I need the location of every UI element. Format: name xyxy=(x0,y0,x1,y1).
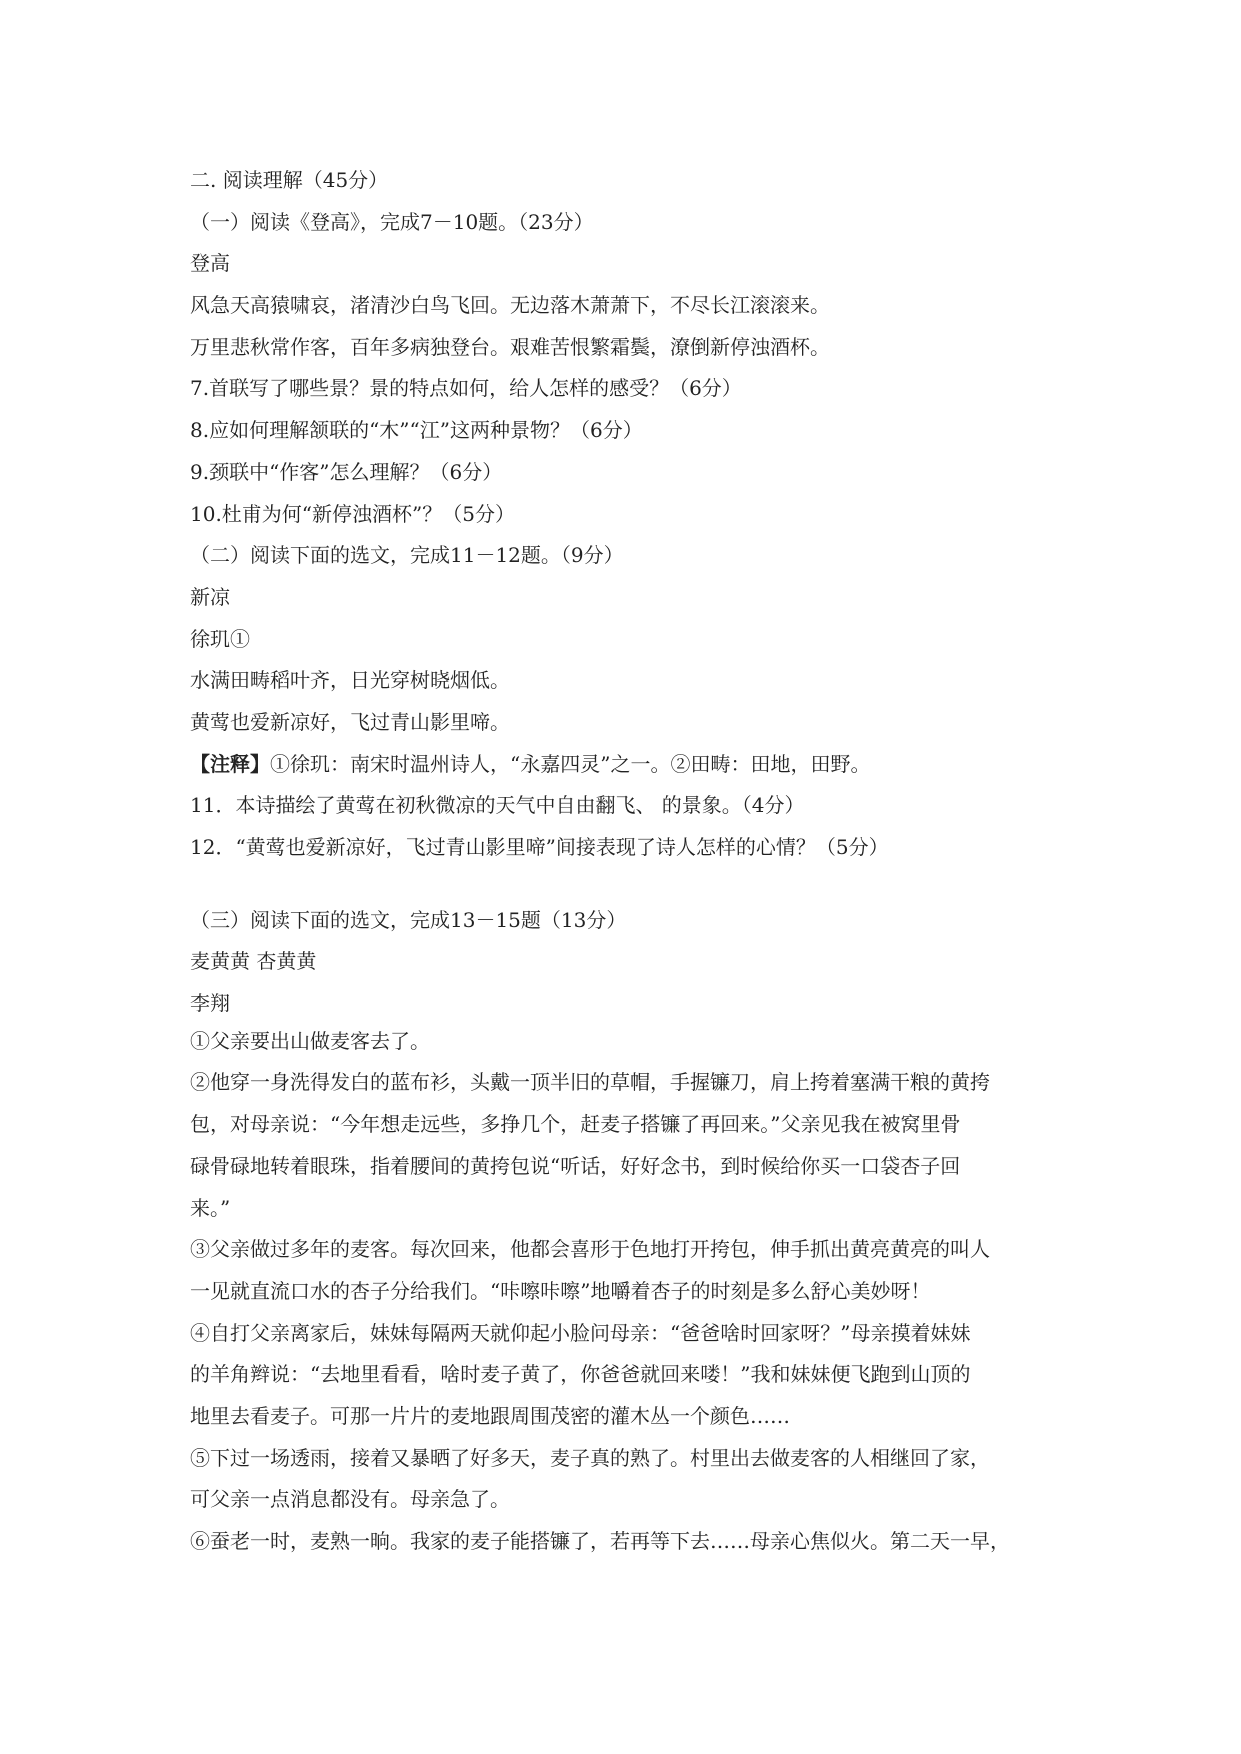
part1-poem-title: 登高 xyxy=(190,251,230,276)
paragraph-6 xyxy=(190,1525,1060,1567)
question-11: 11．本诗描绘了黄莺在初秋微凉的天气中自由翻飞、 的景象。（4分） xyxy=(190,793,805,818)
section-title: 二. 阅读理解（45分） xyxy=(190,168,389,192)
part3-title: 麦黄黄 杏黄黄 xyxy=(190,949,317,974)
paragraph-line: 的羊角辫说：“去地里看看，啥时麦子黄了，你爸爸就回来喽！”我和妹妹便飞跑到山顶的 xyxy=(190,1362,971,1387)
paragraph-line: 一见就直流口水的杏子分给我们。“咔嚓咔嚓”地嚼着杏子的时刻是多么舒心美妙呀！ xyxy=(190,1278,931,1303)
paragraph-line: ⑤下过一场透雨，接着又暴晒了好多天，麦子真的熟了。村里出去做麦客的人相继回了家， xyxy=(190,1445,990,1470)
paragraph-3 xyxy=(190,1233,1060,1316)
question-9: 9.颈联中“作客”怎么理解？（6分） xyxy=(190,459,503,484)
question-12: 12．“黄莺也爱新凉好，飞过青山影里啼”间接表现了诗人怎样的心情？（5分） xyxy=(190,835,889,859)
paragraph-line: 碌骨碌地转着眼珠，指着腰间的黄挎包说“听话，好好念书，到时候给你买一口袋杏子回 xyxy=(190,1153,961,1178)
note-text: ①徐玑：南宋时温州诗人，“永嘉四灵”之一。②田畴：田地，田野。 xyxy=(270,751,871,776)
part1-poem-line: 万里悲秋常作客，百年多病独登台。艰难苦恨繁霜鬓，潦倒新停浊酒杯。 xyxy=(190,334,830,359)
note-label: 【注释】 xyxy=(190,751,270,776)
part2-poem-line: 黄莺也爱新凉好，飞过青山影里啼。 xyxy=(190,709,510,734)
paragraph-line: 包，对母亲说：“今年想走远些，多挣几个，赶麦子搭镰了再回来。”父亲见我在被窝里骨 xyxy=(190,1112,961,1137)
paragraph-2 xyxy=(190,1066,1060,1233)
paragraph-line: 来。” xyxy=(190,1195,231,1220)
spacer xyxy=(190,869,1060,900)
paragraph-line: ①父亲要出山做麦客去了。 xyxy=(190,1028,430,1053)
part2-heading: （二）阅读下面的选文，完成11－12题。（9分） xyxy=(190,543,624,568)
part1-heading: （一）阅读《登高》，完成7－10题。（23分） xyxy=(190,209,594,234)
part3-author: 李翔 xyxy=(190,991,230,1016)
paragraph-line: ⑥蚕老一时，麦熟一晌。我家的麦子能搭镰了，若再等下去……母亲心焦似火。第二天一早， xyxy=(190,1529,1010,1553)
paragraph-line: ②他穿一身洗得发白的蓝布衫，头戴一顶半旧的草帽，手握镰刀，肩上挎着塞满干粮的黄挎 xyxy=(190,1070,990,1095)
paragraph-1 xyxy=(190,1025,1060,1067)
part2-author: 徐玑① xyxy=(190,626,250,651)
part2-poem-title: 新凉 xyxy=(190,584,230,609)
paragraph-4 xyxy=(190,1317,1060,1442)
part2-note xyxy=(190,744,1060,786)
part1-poem-line: 风急天高猿啸哀，渚清沙白鸟飞回。无边落木萧萧下，不尽长江滚滚来。 xyxy=(190,293,830,318)
part2-poem-line: 水满田畴稻叶齐，日光穿树晓烟低。 xyxy=(190,668,510,693)
paragraph-line: 地里去看麦子。可那一片片的麦地跟周围茂密的灌木丛一个颜色…… xyxy=(190,1403,790,1428)
paragraph-line: ④自打父亲离家后，妹妹每隔两天就仰起小脸问母亲：“爸爸啥时回家呀？”母亲摸着妹妹 xyxy=(190,1320,971,1345)
question-7: 7.首联写了哪些景？景的特点如何，给人怎样的感受？（6分） xyxy=(190,376,742,401)
document-content xyxy=(190,160,1060,1567)
paragraph-5 xyxy=(190,1442,1060,1525)
question-8: 8.应如何理解颔联的“木”“江”这两种景物？（6分） xyxy=(190,418,643,443)
paragraph-line: 可父亲一点消息都没有。母亲急了。 xyxy=(190,1487,510,1512)
part3-heading: （三）阅读下面的选文，完成13－15题（13分） xyxy=(190,907,627,932)
question-10: 10.杜甫为何“新停浊酒杯”？（5分） xyxy=(190,501,515,526)
paragraph-line: ③父亲做过多年的麦客。每次回来，他都会喜形于色地打开挎包，伸手抓出黄亮黄亮的叫人 xyxy=(190,1237,990,1262)
